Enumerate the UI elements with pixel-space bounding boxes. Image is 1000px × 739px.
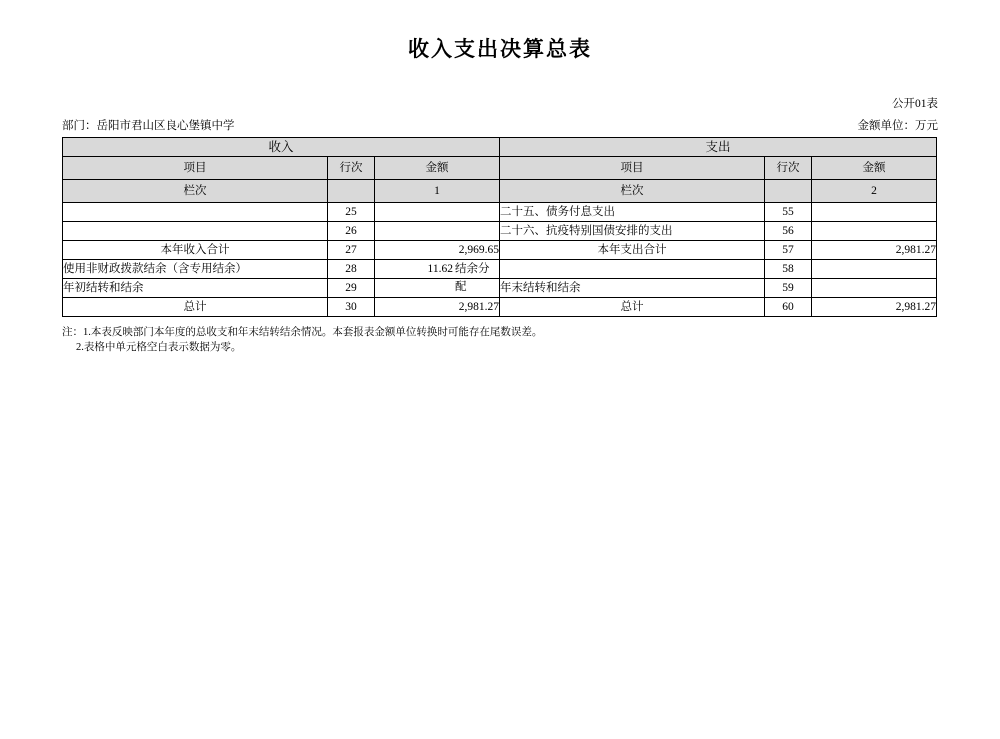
expenditure-item: 二十五、债务付息支出 [500,203,765,222]
table-column-header-row [63,157,937,180]
income-amount: 2,969.65 [375,241,500,260]
note-line-1: 注：1.本表反映部门本年度的总收支和年末结转结余情况。本套报表金额单位转换时可能存在尾数误差。 [62,327,543,338]
expenditure-line: 57 [765,241,812,260]
column-header-income-line: 行次 [328,157,375,180]
table-row [63,203,937,222]
department-label: 部门：岳阳市君山区良心堡镇中学 [62,120,235,132]
income-line: 28 [328,260,375,279]
income-item: 本年收入合计 [63,241,328,260]
page-title: 收入支出决算总表 [408,37,592,61]
document-page [0,33,1000,739]
expenditure-line: 58 [765,260,812,279]
group-header-income: 收入 [63,138,500,157]
group-header-expenditure: 支出 [500,138,937,157]
table-column-index-row [63,180,937,203]
expenditure-item: 二十六、抗疫特别国债安排的支出 [500,222,765,241]
income-line: 30 [328,298,375,317]
expenditure-amount: 2,981.27 [812,298,937,317]
expenditure-line: 60 [765,298,812,317]
table-row-total-year [63,241,937,260]
expenditure-amount [812,222,937,241]
column-index-income-amount: 1 [375,180,500,203]
budget-table [62,137,937,317]
income-amount [375,279,500,298]
column-header-income-amount: 金额 [375,157,500,180]
column-header-income-item: 项目 [63,157,328,180]
column-index-exp-line [765,180,812,203]
table-notes [62,325,542,355]
expenditure-line: 59 [765,279,812,298]
income-item: 总计 [63,298,328,317]
expenditure-amount [812,203,937,222]
income-line: 27 [328,241,375,260]
column-index-income-line [328,180,375,203]
income-line: 29 [328,279,375,298]
budget-table-wrapper [62,137,937,317]
table-row [63,279,937,298]
column-index-income-label: 栏次 [63,180,328,203]
meta-row [62,117,938,133]
income-amount [375,203,500,222]
expenditure-item: 年末结转和结余 [500,279,765,298]
expenditure-amount [812,260,937,279]
expenditure-amount: 2,981.27 [812,241,937,260]
expenditure-line: 56 [765,222,812,241]
amount-unit-label: 金额单位：万元 [857,120,938,132]
table-group-header-row [63,138,937,157]
note-line-2: 2.表格中单元格空白表示数据为零。 [76,342,242,353]
income-line: 26 [328,222,375,241]
table-row [63,260,937,279]
income-amount: 2,981.27 [375,298,500,317]
income-item: 年初结转和结余 [63,279,328,298]
column-index-exp-label: 栏次 [500,180,765,203]
column-header-exp-item: 项目 [500,157,765,180]
expenditure-item: 总计 [500,298,765,317]
form-code: 公开01表 [892,98,938,110]
expenditure-amount [812,279,937,298]
income-amount-suffix: 结余分配 [455,263,490,293]
expenditure-item [500,260,765,279]
table-row-grand-total [63,298,937,317]
income-item [63,222,328,241]
expenditure-line: 55 [765,203,812,222]
income-amount-cell [375,260,500,293]
column-header-exp-line: 行次 [765,157,812,180]
expenditure-item: 本年支出合计 [500,241,765,260]
income-line: 25 [328,203,375,222]
income-item: 使用非财政拨款结余（含专用结余） [63,260,328,279]
column-index-exp-amount: 2 [812,180,937,203]
column-header-exp-amount: 金额 [812,157,937,180]
income-item [63,203,328,222]
income-amount: 11.62 [427,263,453,275]
income-amount [375,222,500,241]
table-row [63,222,937,241]
